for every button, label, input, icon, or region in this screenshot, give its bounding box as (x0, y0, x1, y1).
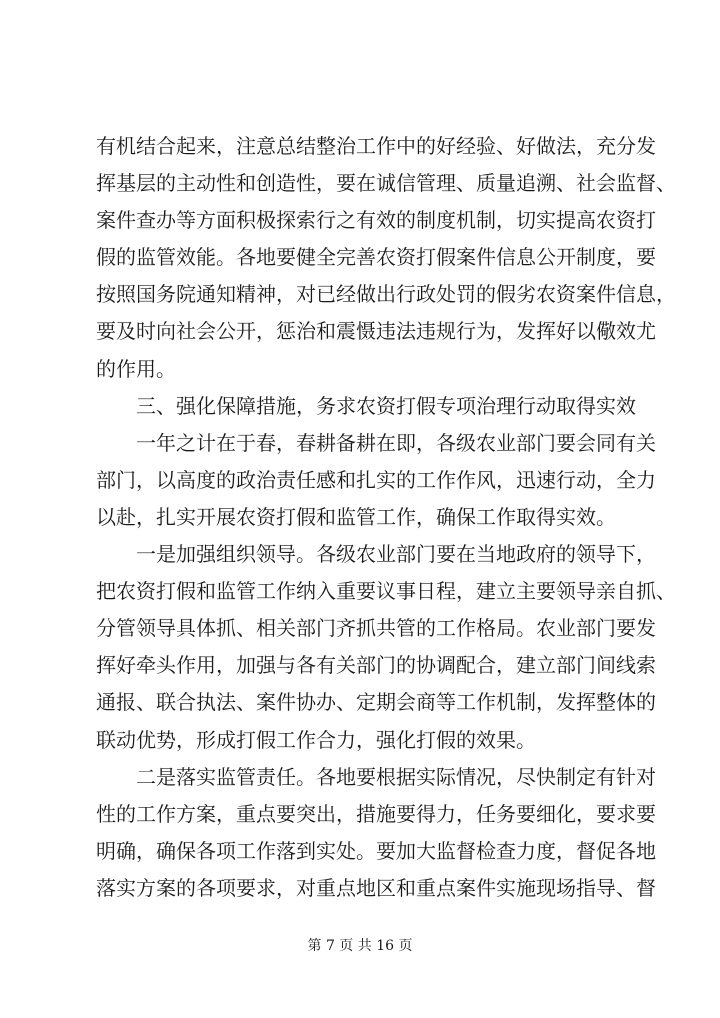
section-heading: 三、强化保障措施，务求农资打假专项治理行动取得实效 (136, 393, 636, 418)
text-line: 性的工作方案，重点要突出，措施要得力，任务要细化，要求要 (96, 801, 656, 826)
text-line: 一是加强组织领导。各级农业部门要在当地政府的领导下， (136, 542, 656, 567)
text-line: 挥基层的主动性和创造性，要在诚信管理、质量追溯、社会监督、 (96, 171, 676, 196)
text-line: 落实方案的各项要求，对重点地区和重点案件实施现场指导、督 (96, 875, 656, 900)
text-line: 一年之计在于春，春耕备耕在即，各级农业部门要会同有关 (136, 430, 656, 455)
text-line: 把农资打假和监管工作纳入重要议事日程，建立主要领导亲自抓、 (96, 579, 676, 604)
document-body (96, 128, 676, 907)
text-line: 案件查办等方面积极探索行之有效的制度机制，切实提高农资打 (96, 208, 656, 233)
text-line: 的作用。 (96, 356, 176, 381)
text-line: 联动优势，形成打假工作合力，强化打假的效果。 (96, 727, 536, 752)
text-line: 部门，以高度的政治责任感和扎实的工作作风，迅速行动，全力 (96, 467, 656, 492)
text-line: 挥好牵头作用，加强与各有关部门的协调配合，建立部门间线索 (96, 653, 656, 678)
page-footer: 第 7 页 共 16 页 (307, 938, 413, 954)
text-line: 以赴，扎实开展农资打假和监管工作，确保工作取得实效。 (96, 504, 616, 529)
text-line: 分管领导具体抓、相关部门齐抓共管的工作格局。农业部门要发 (96, 616, 656, 641)
text-line: 假的监管效能。各地要健全完善农资打假案件信息公开制度，要 (96, 245, 656, 270)
text-line: 按照国务院通知精神，对已经做出行政处罚的假劣农资案件信息， (96, 282, 676, 307)
text-line: 要及时向社会公开，惩治和震慑违法违规行为，发挥好以儆效尤 (96, 319, 656, 344)
text-line: 二是落实监管责任。各地要根据实际情况，尽快制定有针对 (136, 764, 656, 789)
text-line: 通报、联合执法、案件协办、定期会商等工作机制，发挥整体的 (96, 690, 656, 715)
text-line: 明确，确保各项工作落到实处。要加大监督检查力度，督促各地 (96, 838, 656, 863)
text-line: 有机结合起来，注意总结整治工作中的好经验、好做法，充分发 (96, 134, 656, 158)
